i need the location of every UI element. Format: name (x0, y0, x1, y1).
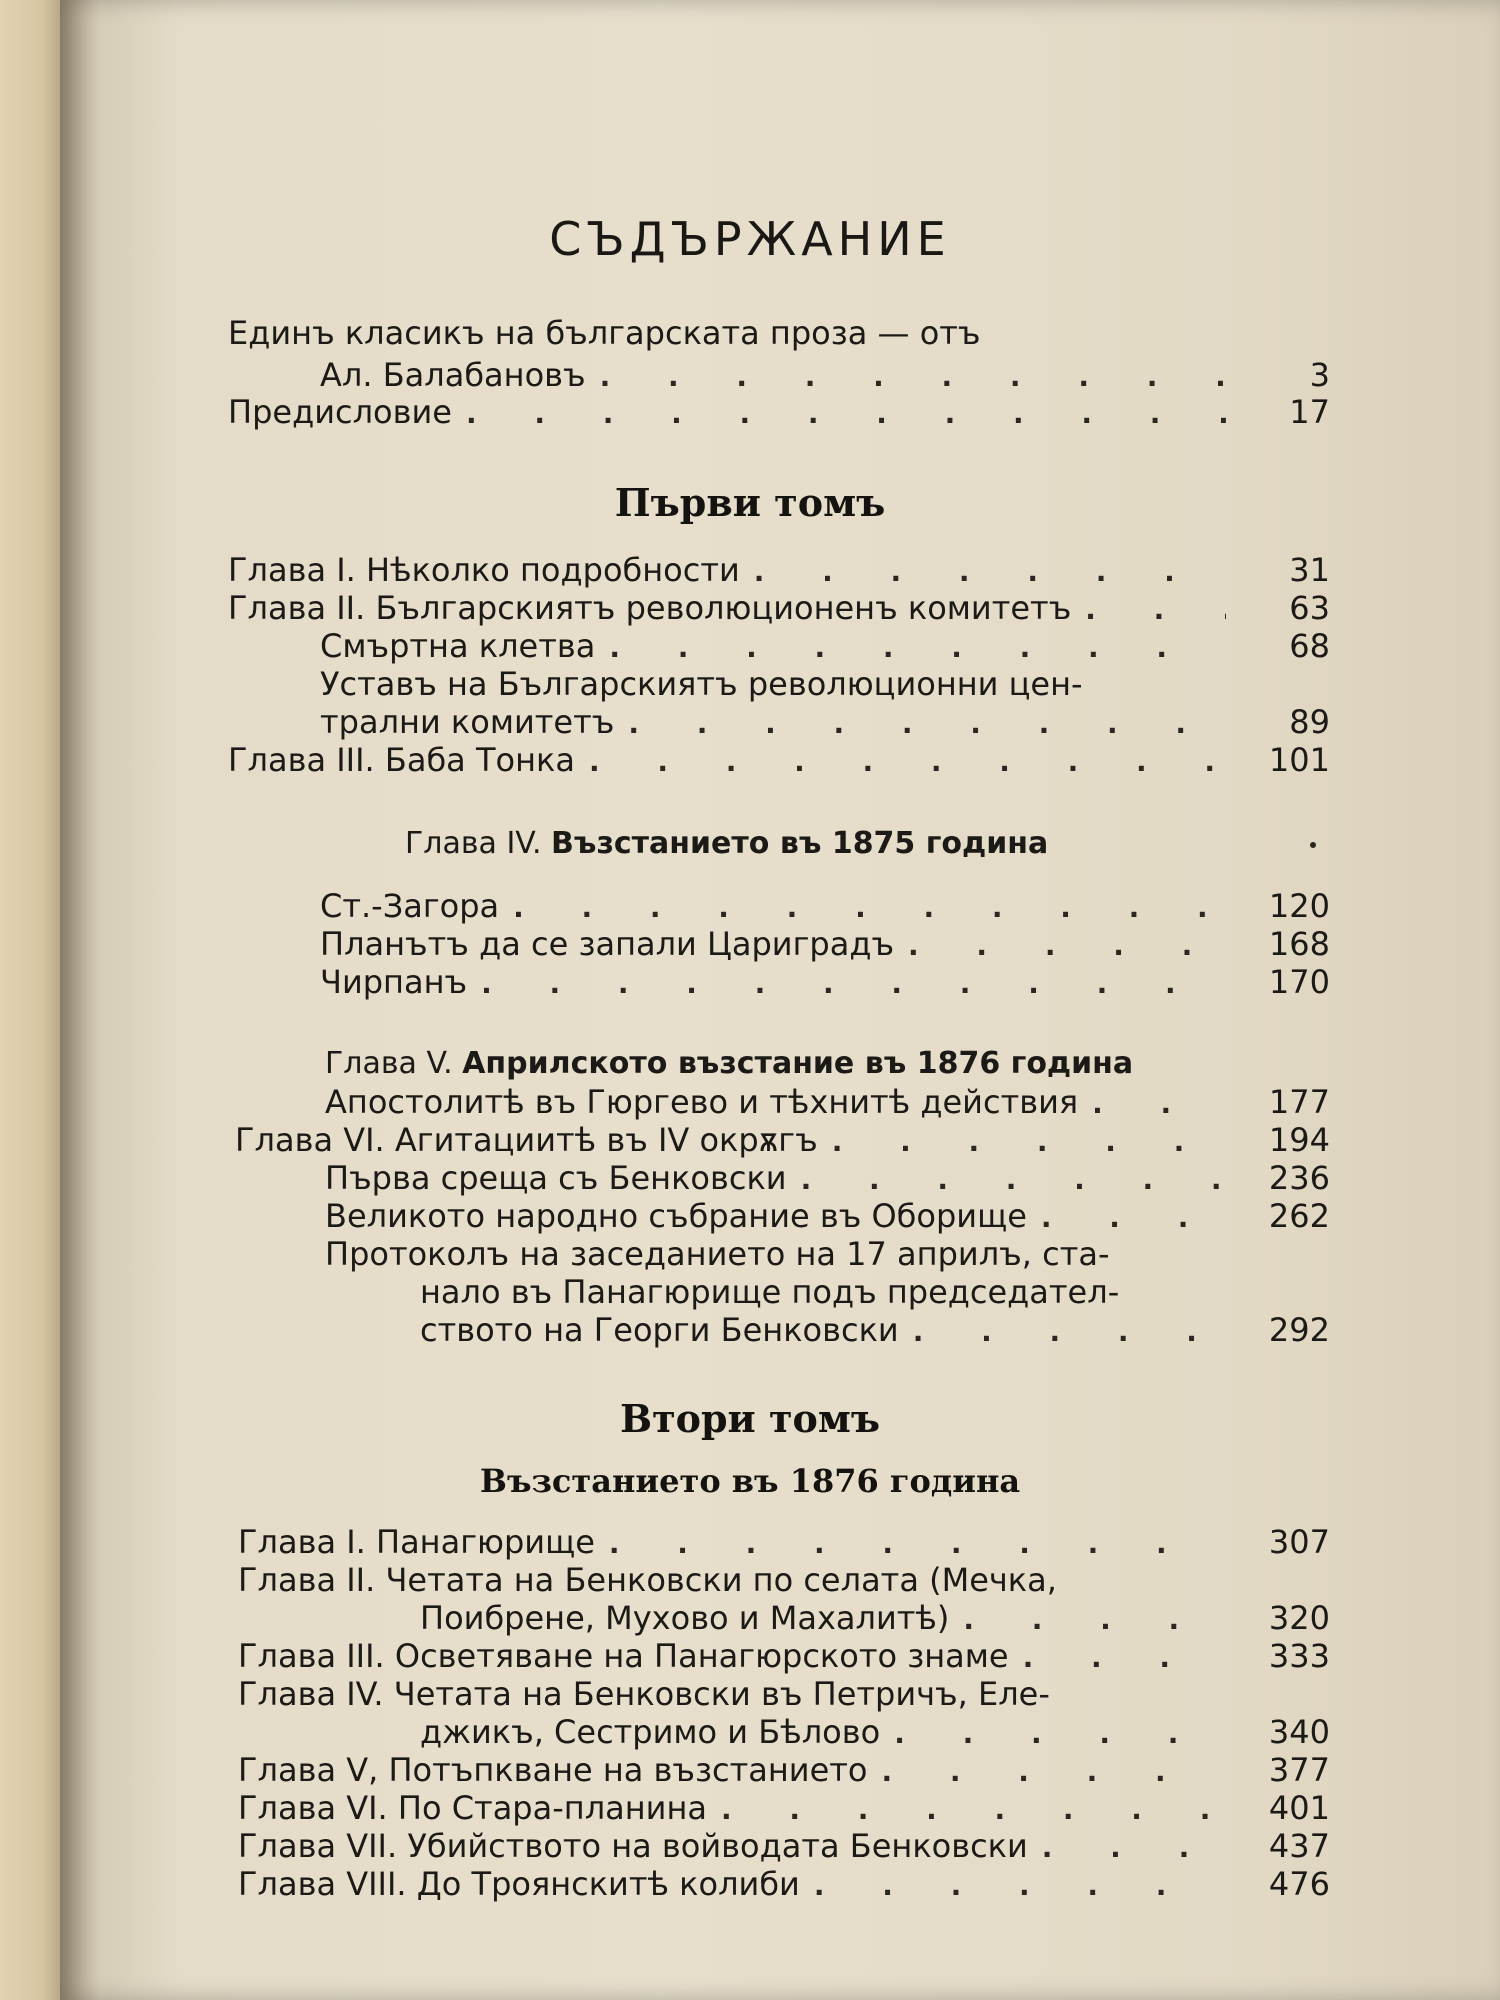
toc-entry (238, 1790, 1330, 1828)
toc-entry (238, 1562, 1198, 1598)
chapter-number: Глава V. (325, 1046, 453, 1081)
toc-entry (235, 1122, 1330, 1160)
toc-entry-continuation (420, 1600, 1330, 1638)
toc-entry-continuation (320, 357, 1330, 395)
toc-entry (320, 666, 1180, 702)
page-number: 476 (1268, 1865, 1330, 1903)
chapter-heading (405, 826, 1048, 862)
toc-entry (228, 552, 1330, 590)
page-number: 63 (1289, 589, 1330, 627)
entry-text: Глава I. Панагюрище (238, 1523, 595, 1561)
dot-leader (882, 1754, 1227, 1790)
dot-leader (801, 1162, 1226, 1198)
ink-spot (1310, 842, 1316, 848)
toc-entry (325, 1084, 1330, 1122)
page-number: 17 (1289, 393, 1330, 431)
page-number: 101 (1268, 741, 1330, 779)
toc-entry-continuation (420, 1714, 1330, 1752)
toc-entry (238, 1524, 1330, 1562)
dot-leader (628, 706, 1226, 742)
dot-leader (513, 890, 1226, 926)
toc-entry (238, 1828, 1330, 1866)
toc-entry (320, 628, 1330, 666)
dot-leader (609, 1526, 1226, 1562)
entry-text: Глава III. Осветяване на Панагюрското знаме (238, 1637, 1009, 1675)
dot-leader (908, 928, 1226, 964)
entry-text: Глава III. Баба Тонка (228, 741, 575, 779)
page-number: 307 (1268, 1523, 1330, 1561)
toc-entry (228, 315, 1068, 351)
toc-entry (228, 394, 1330, 432)
dot-leader (963, 1602, 1226, 1638)
toc-entry (320, 926, 1330, 964)
toc-entry (325, 1160, 1330, 1198)
entry-text: Глава II. Българскиятъ революционенъ комитетъ (228, 589, 1072, 627)
volume-heading: Първи томъ (614, 480, 886, 525)
chapter-number: Глава IV. (405, 826, 542, 861)
toc-entry-continuation (420, 1312, 1330, 1350)
dot-leader (1042, 1830, 1226, 1866)
dot-leader (1085, 592, 1226, 628)
entry-text: Протоколъ на заседанието на 17 априлъ, ста- (325, 1235, 1110, 1273)
dot-leader (721, 1792, 1226, 1828)
entry-text: Глава II. Четата на Бенковски по селата (Мечка, (238, 1561, 1057, 1599)
entry-text: нало въ Панагюрище подъ председател- (420, 1273, 1120, 1311)
dot-leader (1023, 1640, 1226, 1676)
entry-text: трални комитетъ (320, 703, 615, 741)
entry-text: Глава I. Нѣколко подробности (228, 551, 740, 589)
toc-entry (228, 742, 1330, 780)
entry-text: Глава IV. Четата на Бенковски въ Петричъ, Еле- (238, 1675, 1050, 1713)
toc-entry (228, 590, 1330, 628)
entry-text: Уставъ на Българскиятъ революционни цен- (320, 665, 1083, 703)
page-number: 262 (1268, 1197, 1330, 1235)
page-number: 194 (1268, 1121, 1330, 1159)
entry-text: ството на Георги Бенковски (420, 1311, 899, 1349)
dot-leader (754, 554, 1226, 590)
dot-leader (600, 359, 1226, 395)
volume-subheading: Възстанието въ 1876 година (479, 1462, 1021, 1500)
toc-entry-continuation (420, 1274, 1200, 1310)
toc-entry (320, 888, 1330, 926)
page-number: 437 (1268, 1827, 1330, 1865)
page-title: СЪДЪРЖАНИЕ (549, 212, 951, 266)
page-number: 31 (1289, 551, 1330, 589)
entry-text: Поибрене, Мухово и Махалитѣ) (420, 1599, 950, 1637)
entry-text: Планътъ да се запали Цариградъ (320, 925, 895, 963)
toc-entry (325, 1198, 1330, 1236)
page-number: 377 (1268, 1751, 1330, 1789)
dot-leader (894, 1716, 1226, 1752)
page-number: 68 (1289, 627, 1330, 665)
page-number: 170 (1268, 963, 1330, 1001)
entry-text: Чирпанъ (320, 963, 468, 1001)
page-number: 177 (1268, 1083, 1330, 1121)
entry-text: Апостолитѣ въ Гюргево и тѣхнитѣ действия (325, 1083, 1079, 1121)
page-number: 320 (1268, 1599, 1330, 1637)
toc-entry (238, 1638, 1330, 1676)
page-number: 89 (1289, 703, 1330, 741)
page-number: 236 (1268, 1159, 1330, 1197)
page-number: 3 (1309, 356, 1330, 394)
entry-text: Глава VIII. До Троянскитѣ колиби (238, 1865, 800, 1903)
entry-text: Глава VII. Убийството на войводата Бенковски (238, 1827, 1028, 1865)
dot-leader (609, 630, 1226, 666)
chapter-heading (325, 1046, 1133, 1082)
toc-entry (325, 1236, 1185, 1272)
dot-leader (814, 1868, 1226, 1904)
dot-leader (589, 744, 1226, 780)
page-number: 333 (1268, 1637, 1330, 1675)
entry-text: Ал. Балабановъ (320, 356, 586, 394)
entry-text: джикъ, Сестримо и Бѣлово (420, 1713, 881, 1751)
entry-text: Предисловие (228, 393, 452, 431)
dot-leader (832, 1124, 1226, 1160)
dot-leader (913, 1314, 1226, 1350)
page-number: 168 (1268, 925, 1330, 963)
toc-entry (320, 964, 1330, 1002)
dot-leader (481, 966, 1226, 1002)
page-number: 340 (1268, 1713, 1330, 1751)
entry-text: Единъ класикъ на българската проза — отъ (228, 314, 981, 352)
entry-text: Глава VI. По Стара-планина (238, 1789, 707, 1827)
volume-heading: Втори томъ (619, 1396, 881, 1441)
entry-text: Ст.-Загора (320, 887, 500, 925)
toc-entry (238, 1676, 1198, 1712)
page-number: 401 (1268, 1789, 1330, 1827)
dot-leader (1041, 1200, 1226, 1236)
dot-leader (466, 396, 1226, 432)
toc-entry (238, 1752, 1330, 1790)
entry-text: Глава VI. Агитациитѣ въ IV окрѫгъ (235, 1121, 818, 1159)
page-number: 292 (1268, 1311, 1330, 1349)
entry-text: Първа среща съ Бенковски (325, 1159, 787, 1197)
dot-leader (1092, 1086, 1226, 1122)
toc-entry (238, 1866, 1330, 1904)
chapter-title: Априлското възстание въ 1876 година (462, 1046, 1134, 1081)
entry-text: Великото народно събрание въ Оборище (325, 1197, 1027, 1235)
entry-text: Смъртна клетва (320, 627, 596, 665)
chapter-title: Възстанието въ 1875 година (551, 826, 1049, 861)
entry-text: Глава V, Потъпкване на възстанието (238, 1751, 868, 1789)
toc-entry-continuation (320, 704, 1330, 742)
page-number: 120 (1268, 887, 1330, 925)
